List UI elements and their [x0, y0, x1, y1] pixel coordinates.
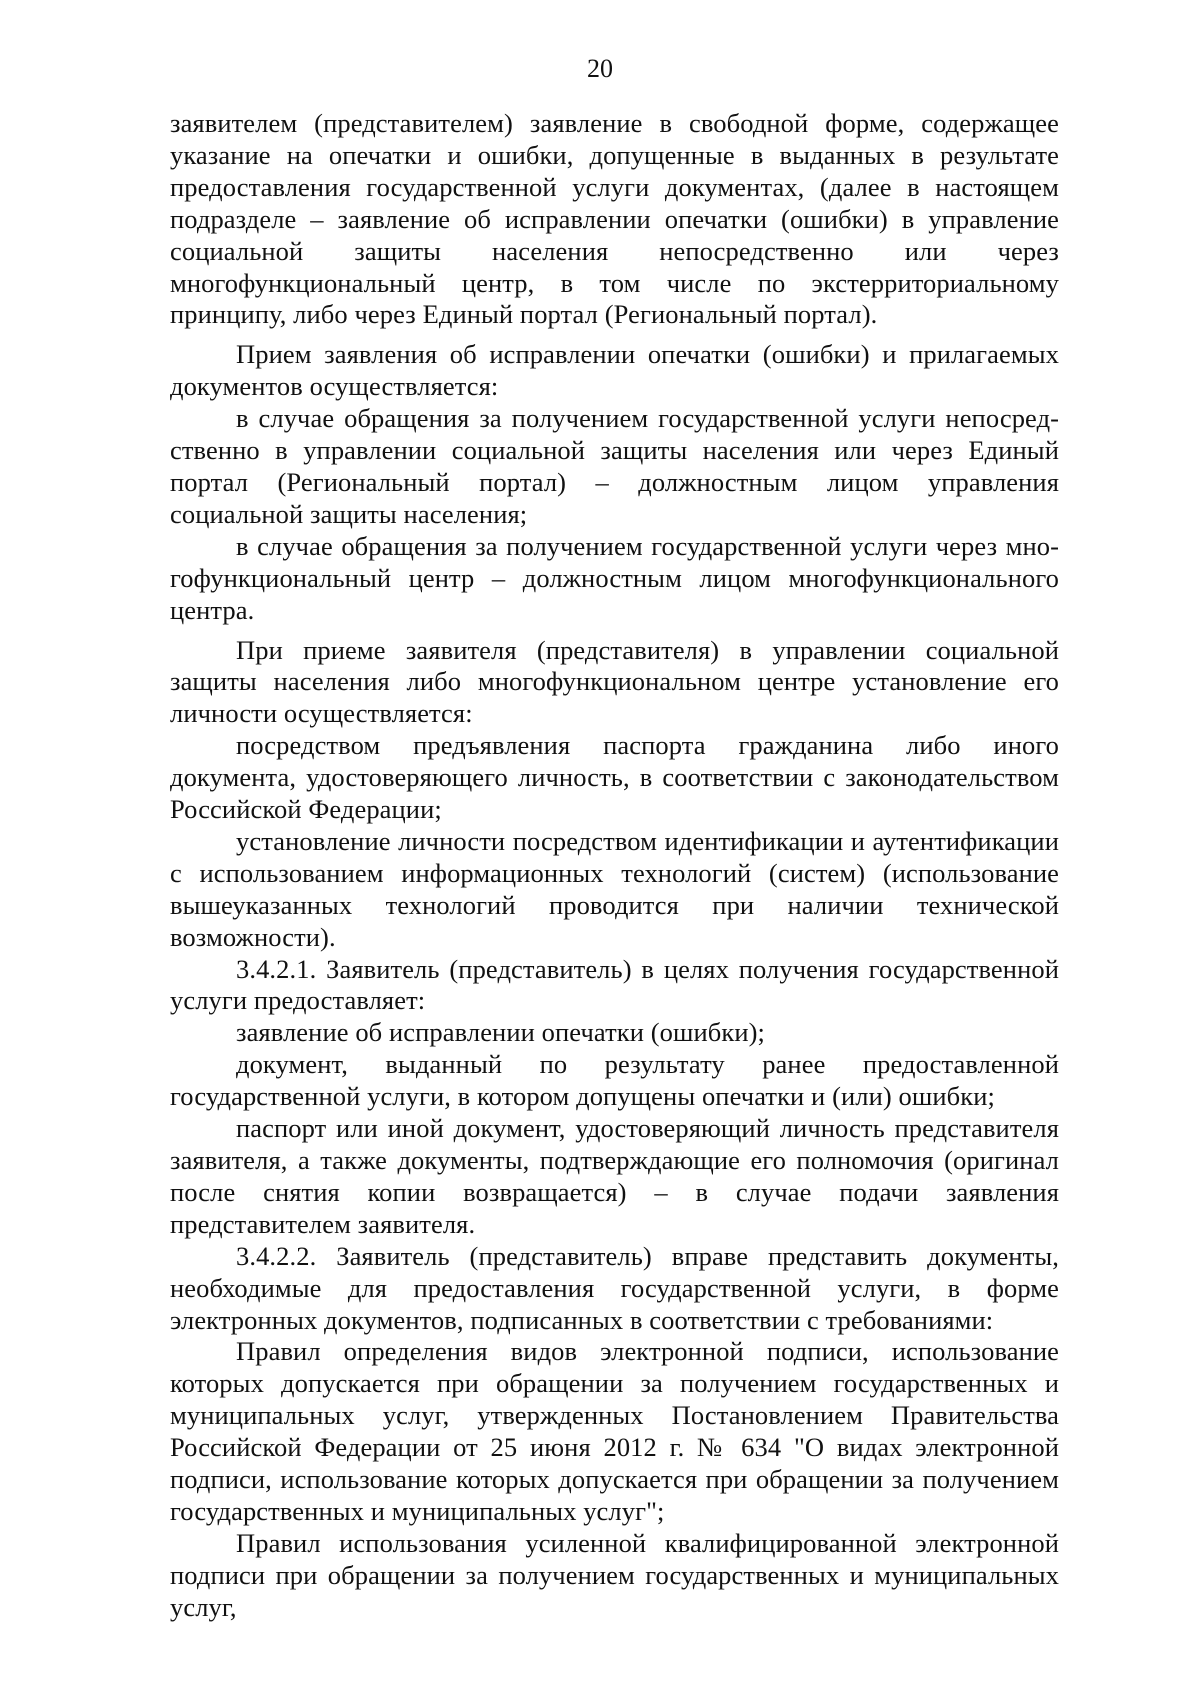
- paragraph-identification-technologies: установление личности посредством идентификации и аутентификации с использованием информационных технологий (систем) (использование вышеуказанных технологий проводится при наличии технической возможности).: [170, 825, 1059, 952]
- paragraph-identity-verification: При приеме заявителя (представителя) в управлении социальной защиты населения либо многофункциональном центре установление его личности осуществляется:: [170, 634, 1059, 729]
- document-body: [170, 108, 1059, 1624]
- paragraph-passport: посредством предъявления паспорта гражданина либо иного документа, удостоверяющего личность, в соответствии с законодательством Российской Федерации;: [170, 730, 1059, 825]
- paragraph-continuation: заявителем (представителем) заявление в свободной форме, содержащее указание на опечатки и ошибки, допущенные в выданных в результате предоставления государственной услуги документах, (далее в настоящем подразделе – заявление об исправлении опечатки (ошибки) в управление социальной защиты населения непосредственно или через многофункциональный центр, в том числе по экстерриториальному принципу, либо через Единый портал (Региональный портал).: [170, 108, 1059, 330]
- paragraph-electronic-signature-rules: Правил определения видов электронной подписи, использование которых допускается при обращении за получением государственных и муниципальных услуг, утвержденных Постановлением Правительства Российской Федерации от 25 июня 2012 г. № 634 "О видах электронной подписи, использование которых допускается при обращении за получением государственных и муниципальных услуг";: [170, 1336, 1059, 1526]
- paragraph-clause-3-4-2-2: 3.4.2.2. Заявитель (представитель) вправе представить документы, необходимые для предоставления государственной услуги, в форме электронных документов, подписанных в соответствии с требованиями:: [170, 1240, 1059, 1335]
- paragraph-correction-application: заявление об исправлении опечатки (ошибки);: [236, 1017, 766, 1048]
- paragraph-intake-mfc: в случае обращения за получением государственной услуги через многофункциональный центр – должностным лицом многофункционального центра.: [170, 530, 1059, 625]
- paragraph-clause-3-4-2-1: 3.4.2.1. Заявитель (представитель) в целях получения государственной услуги предоставляет:: [170, 953, 1059, 1016]
- paragraph-application-intake: Прием заявления об исправлении опечатки (ошибки) и прилагаемых документов осуществляется:: [170, 339, 1059, 402]
- paragraph-representative-documents: паспорт или иной документ, удостоверяющий личность представителя заявителя, а также документы, подтверждающие его полномочия (оригинал после снятия копии возвращается) – в случае подачи заявления представителем заявителя.: [170, 1113, 1059, 1239]
- paragraph-issued-document: документ, выданный по результату ранее предоставленной государственной услуги, в котором допущены опечатки и (или) ошибки;: [170, 1049, 1059, 1112]
- paragraph-qualified-signature-rules: Правил использования усиленной квалифицированной электронной подписи при обращении за получением государственных и муниципальных услуг,: [170, 1527, 1059, 1622]
- paragraph-intake-social-protection: в случае обращения за получением государственной услуги непосредственно в управлении социальной защиты населения или через Единый портал (Региональный портал) – должностным лицом управления социальной защиты населения;: [170, 403, 1059, 529]
- page-number: 20: [587, 54, 613, 83]
